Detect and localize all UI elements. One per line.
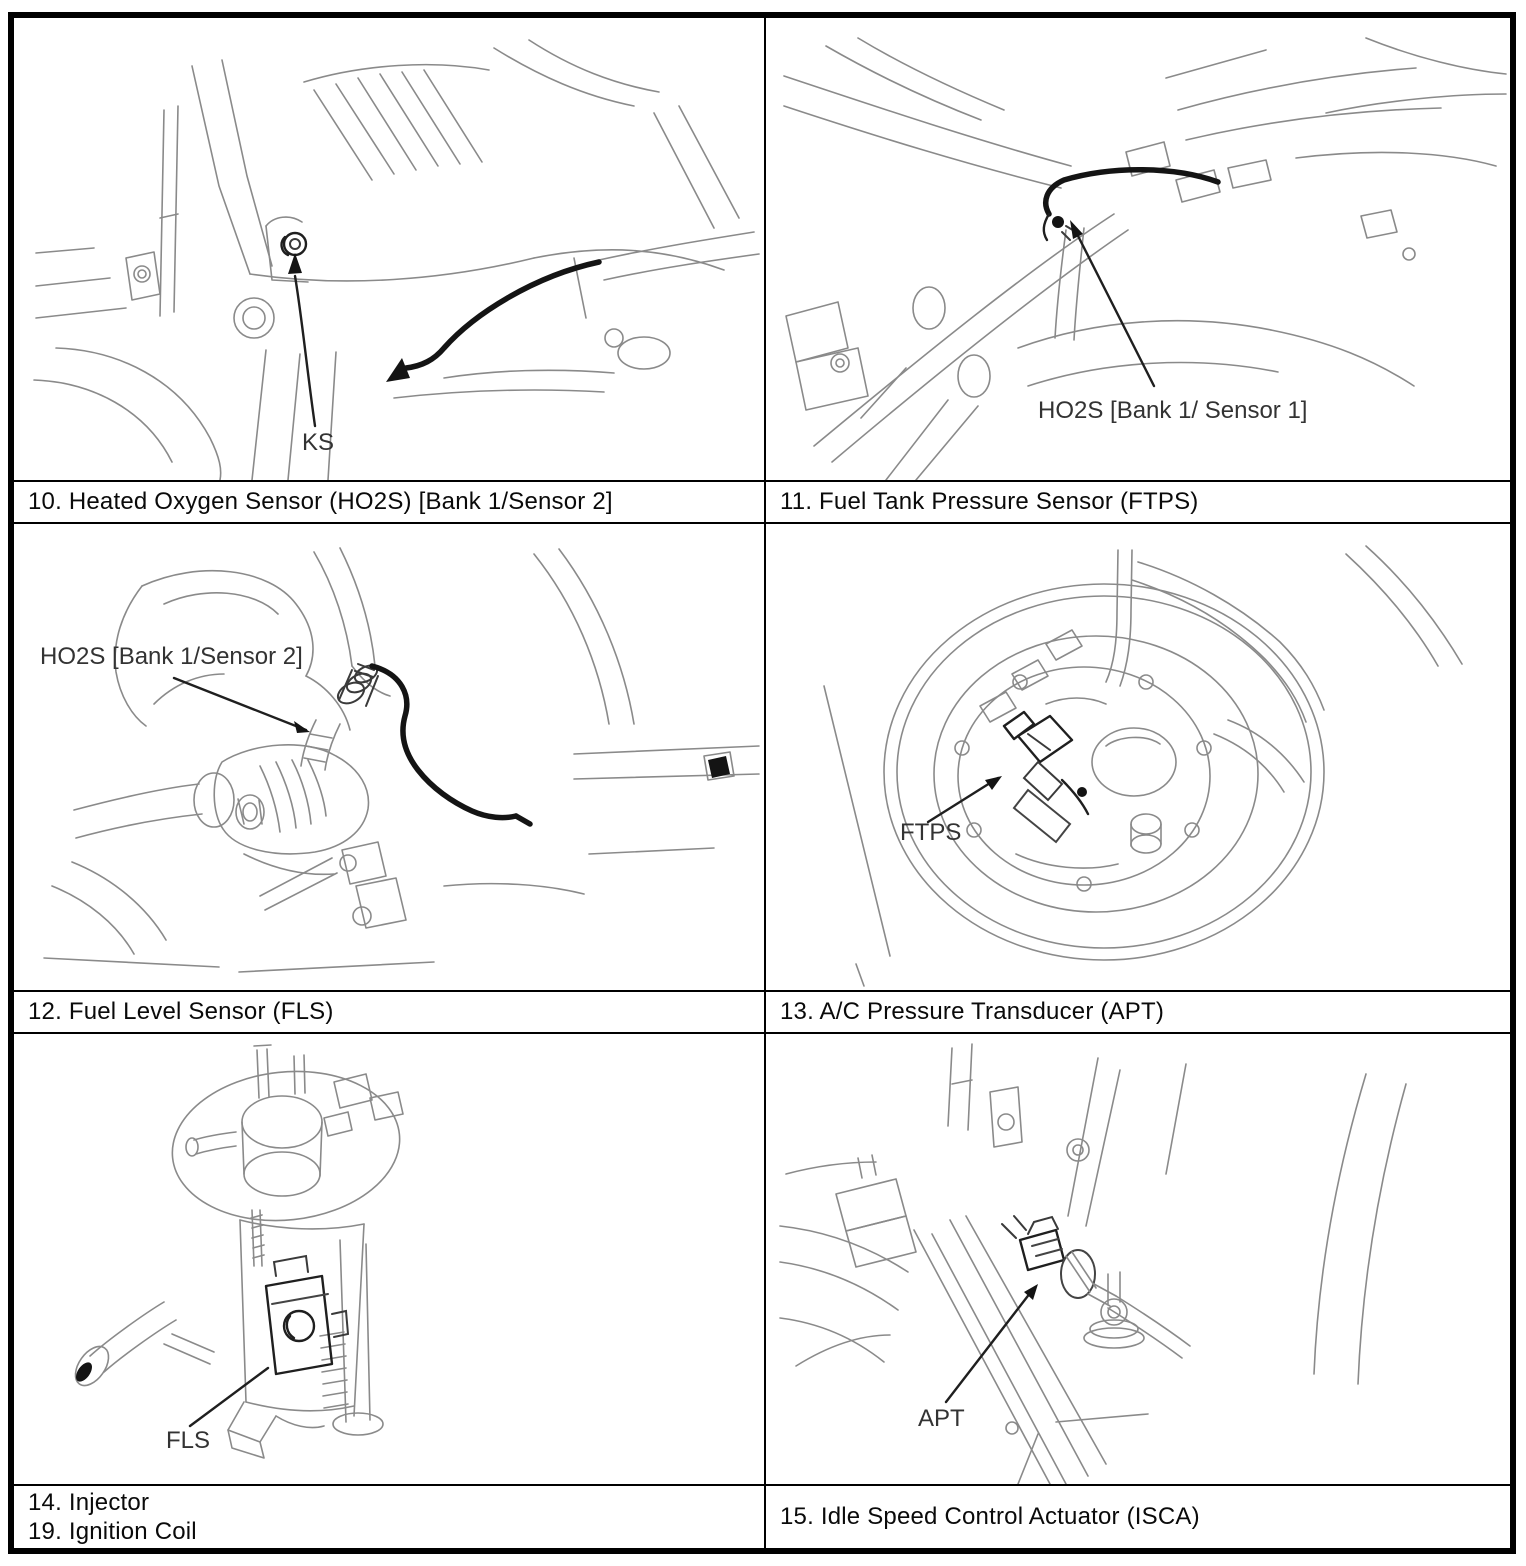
ho2s-harness-highlight — [1044, 170, 1218, 240]
caption-11 — [766, 480, 1510, 524]
caption-11-text: 11. Fuel Tank Pressure Sensor (FTPS) — [780, 488, 1199, 515]
figure-cell-ho2s-sensor1 — [766, 18, 1510, 480]
fls-sensor-highlight — [73, 1256, 348, 1384]
ftps-location-diagram — [766, 524, 1510, 990]
fls-label: FLS — [166, 1427, 211, 1454]
ho2s-sensor2-label: HO2S [Bank 1/Sensor 2] — [40, 643, 303, 670]
ho2s-sensor2-arrow — [174, 678, 310, 733]
figure-cell-fls — [14, 1034, 766, 1484]
caption-15 — [766, 1484, 1510, 1548]
caption-19-text: 19. Ignition Coil — [28, 1518, 197, 1545]
ho2s-bank1-sensor1-location-diagram — [766, 18, 1510, 480]
fuel-pump-line-art — [69, 1045, 407, 1458]
ftps-arrow — [928, 776, 1002, 822]
figure-cell-ftps — [766, 524, 1510, 990]
caption-14-19 — [14, 1484, 766, 1548]
caption-13-text: 13. A/C Pressure Transducer (APT) — [780, 998, 1165, 1025]
caption-12-text: 12. Fuel Level Sensor (FLS) — [28, 998, 334, 1025]
caption-14-text: 14. Injector — [28, 1489, 150, 1516]
component-location-table — [8, 12, 1516, 1554]
knock-sensor-location-diagram — [14, 18, 764, 480]
caption-15-text: 15. Idle Speed Control Actuator (ISCA) — [780, 1503, 1200, 1530]
ho2s-sensor1-label: HO2S [Bank 1/ Sensor 1] — [1038, 397, 1308, 424]
figure-cell-knock-sensor — [14, 18, 766, 480]
apt-location-diagram — [766, 1034, 1510, 1484]
apt-label: APT — [918, 1405, 965, 1432]
figure-cell-apt — [766, 1034, 1510, 1484]
ho2s-sensor1-arrow — [1070, 220, 1154, 386]
exhaust-line-art — [44, 548, 759, 972]
knock-sensor-label: KS — [302, 429, 335, 456]
caption-10-text: 10. Heated Oxygen Sensor (HO2S) [Bank 1/Sensor 2] — [28, 488, 613, 515]
fls-location-diagram — [14, 1034, 764, 1484]
apt-arrow — [946, 1284, 1038, 1402]
ho2s-bank1-sensor2-location-diagram — [14, 524, 764, 990]
fls-leader-line — [190, 1368, 268, 1426]
ftps-sensor-highlight — [1004, 712, 1088, 842]
ho2s-sensor2-highlight — [334, 662, 730, 824]
ftps-label: FTPS — [900, 819, 962, 846]
caption-13 — [766, 990, 1510, 1034]
fuel-tank-line-art — [824, 546, 1462, 986]
caption-10 — [14, 480, 766, 524]
engine-line-art — [34, 40, 759, 480]
apt-sensor-highlight — [1002, 1216, 1116, 1306]
figure-cell-ho2s-sensor2 — [14, 524, 766, 990]
caption-12 — [14, 990, 766, 1034]
